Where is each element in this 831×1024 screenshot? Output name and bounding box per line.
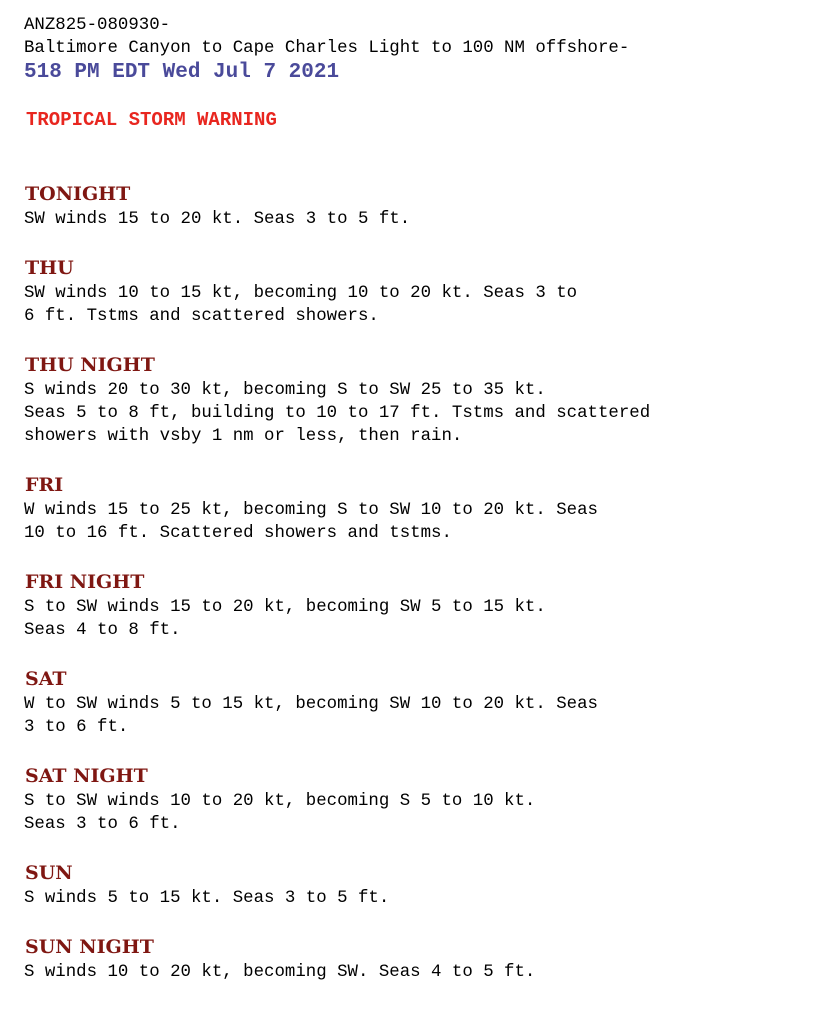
- forecast-period: [24, 183, 814, 231]
- forecast-period: [24, 571, 814, 642]
- forecast-period: [24, 862, 814, 910]
- forecast-period: [24, 257, 814, 328]
- issued-time: 518 PM EDT Wed Jul 7 2021: [24, 61, 340, 84]
- zone-name: Baltimore Canyon to Cape Charles Light to 100 NM offshore-: [24, 39, 630, 58]
- period-text: S to SW winds 15 to 20 kt, becoming SW 5 to 15 kt. Seas 4 to 8 ft.: [24, 598, 546, 640]
- forecast-period: [24, 765, 814, 836]
- tropical-storm-warning: TROPICAL STORM WARNING: [26, 109, 277, 131]
- period-text: W to SW winds 5 to 15 kt, becoming SW 10 to 20 kt. Seas 3 to 6 ft.: [24, 695, 598, 737]
- period-title: SAT NIGHT: [25, 765, 148, 787]
- forecast-periods: [24, 183, 814, 984]
- zone-id: ANZ825-080930-: [24, 16, 171, 35]
- period-title: SAT: [25, 668, 67, 690]
- marine-forecast-document: [24, 14, 814, 1010]
- period-title: SUN: [25, 862, 73, 884]
- period-text: S winds 5 to 15 kt. Seas 3 to 5 ft.: [24, 889, 390, 908]
- period-text: S winds 20 to 30 kt, becoming S to SW 25 to 35 kt. Seas 5 to 8 ft, building to 10 to 17 ft. Tstms and scattered showers with vsby 1 nm or less, then rain.: [24, 381, 651, 446]
- forecast-period: [24, 936, 814, 984]
- period-text: S to SW winds 10 to 20 kt, becoming S 5 to 10 kt. Seas 3 to 6 ft.: [24, 792, 536, 834]
- period-text: S winds 10 to 20 kt, becoming SW. Seas 4 to 5 ft.: [24, 963, 536, 982]
- period-title: FRI NIGHT: [25, 571, 145, 593]
- forecast-period: [24, 668, 814, 739]
- period-title: THU: [25, 257, 74, 279]
- forecast-period: [24, 354, 814, 448]
- period-title: TONIGHT: [25, 183, 131, 205]
- period-text: SW winds 10 to 15 kt, becoming 10 to 20 kt. Seas 3 to 6 ft. Tstms and scattered showers.: [24, 284, 578, 326]
- period-title: SUN NIGHT: [25, 936, 154, 958]
- period-text: SW winds 15 to 20 kt. Seas 3 to 5 ft.: [24, 210, 411, 229]
- period-title: THU NIGHT: [25, 354, 155, 376]
- period-text: W winds 15 to 25 kt, becoming S to SW 10 to 20 kt. Seas 10 to 16 ft. Scattered showers and tstms.: [24, 501, 598, 543]
- forecast-period: [24, 474, 814, 545]
- period-title: FRI: [25, 474, 64, 496]
